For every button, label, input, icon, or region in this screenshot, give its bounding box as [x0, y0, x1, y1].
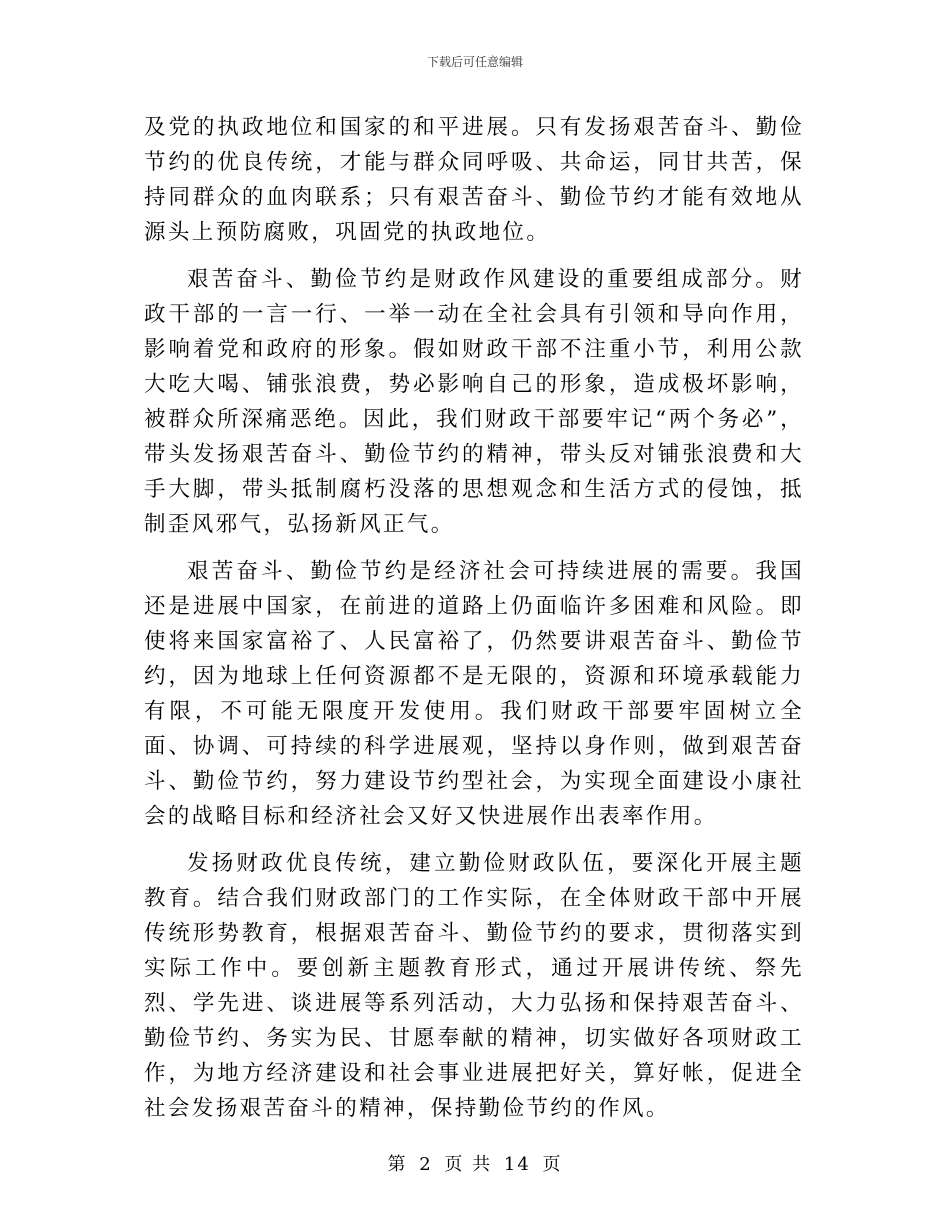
- footer-suffix: 页: [542, 1154, 563, 1175]
- paragraph-2: 艰苦奋斗、勤俭节约是财政作风建设的重要组成部分。财政干部的一言一行、一举一动在全社会具有引领和导向作用，影响着党和政府的形象。假如财政干部不注重小节，利用公款大吃大喝、铺张浪费，势必影响自己的形象，造成极坏影响，被群众所深痛恶绝。因此，我们财政干部要牢记“两个务必”，带头发扬艰苦奋斗、勤俭节约的精神，带头反对铺张浪费和大手大脚，带头抵制腐朽没落的思想观念和生活方式的侵蚀，抵制歪风邪气，弘扬新风正气。: [144, 267, 804, 537]
- footer-middle: 页 共: [444, 1154, 493, 1175]
- document-body: [144, 110, 804, 1126]
- page-header: 下载后可任意编辑: [426, 55, 523, 69]
- paragraph-4: 发扬财政优良传统，建立勤俭财政队伍，要深化开展主题教育。结合我们财政部门的工作实际，在全体财政干部中开展传统形势教育，根据艰苦奋斗、勤俭节约的要求，贯彻落实到实际工作中。要创新主题教育形式，通过开展讲传统、祭先烈、学先进、谈进展等系列活动，大力弘扬和保持艰苦奋斗、勤俭节约、务实为民、甘愿奉献的精神，切实做好各项财政工作，为地方经济建设和社会事业进展把好关，算好帐，促进全社会发扬艰苦奋斗的精神，保持勤俭节约的作风。: [144, 851, 804, 1121]
- page-footer: [0, 1154, 950, 1176]
- paragraph-3: 艰苦奋斗、勤俭节约是经济社会可持续进展的需要。我国还是进展中国家，在前进的道路上仍面临许多困难和风险。即使将来国家富裕了、人民富裕了，仍然要讲艰苦奋斗、勤俭节约，因为地球上任何资源都不是无限的，资源和环境承载能力有限，不可能无限度开发使用。我们财政干部要牢固树立全面、协调、可持续的科学进展观，坚持以身作则，做到艰苦奋斗、勤俭节约，努力建设节约型社会，为实现全面建设小康社会的战略目标和经济社会又好又快进展作出表率作用。: [144, 559, 804, 829]
- paragraph-1: 及党的执政地位和国家的和平进展。只有发扬艰苦奋斗、勤俭节约的优良传统，才能与群众同呼吸、共命运，同甘共苦，保持同群众的血肉联系；只有艰苦奋斗、勤俭节约才能有效地从源头上预防腐败，巩固党的执政地位。: [144, 115, 804, 245]
- current-page-number: 2: [419, 1154, 433, 1175]
- footer-prefix: 第: [387, 1154, 408, 1175]
- total-page-count: 14: [503, 1154, 531, 1175]
